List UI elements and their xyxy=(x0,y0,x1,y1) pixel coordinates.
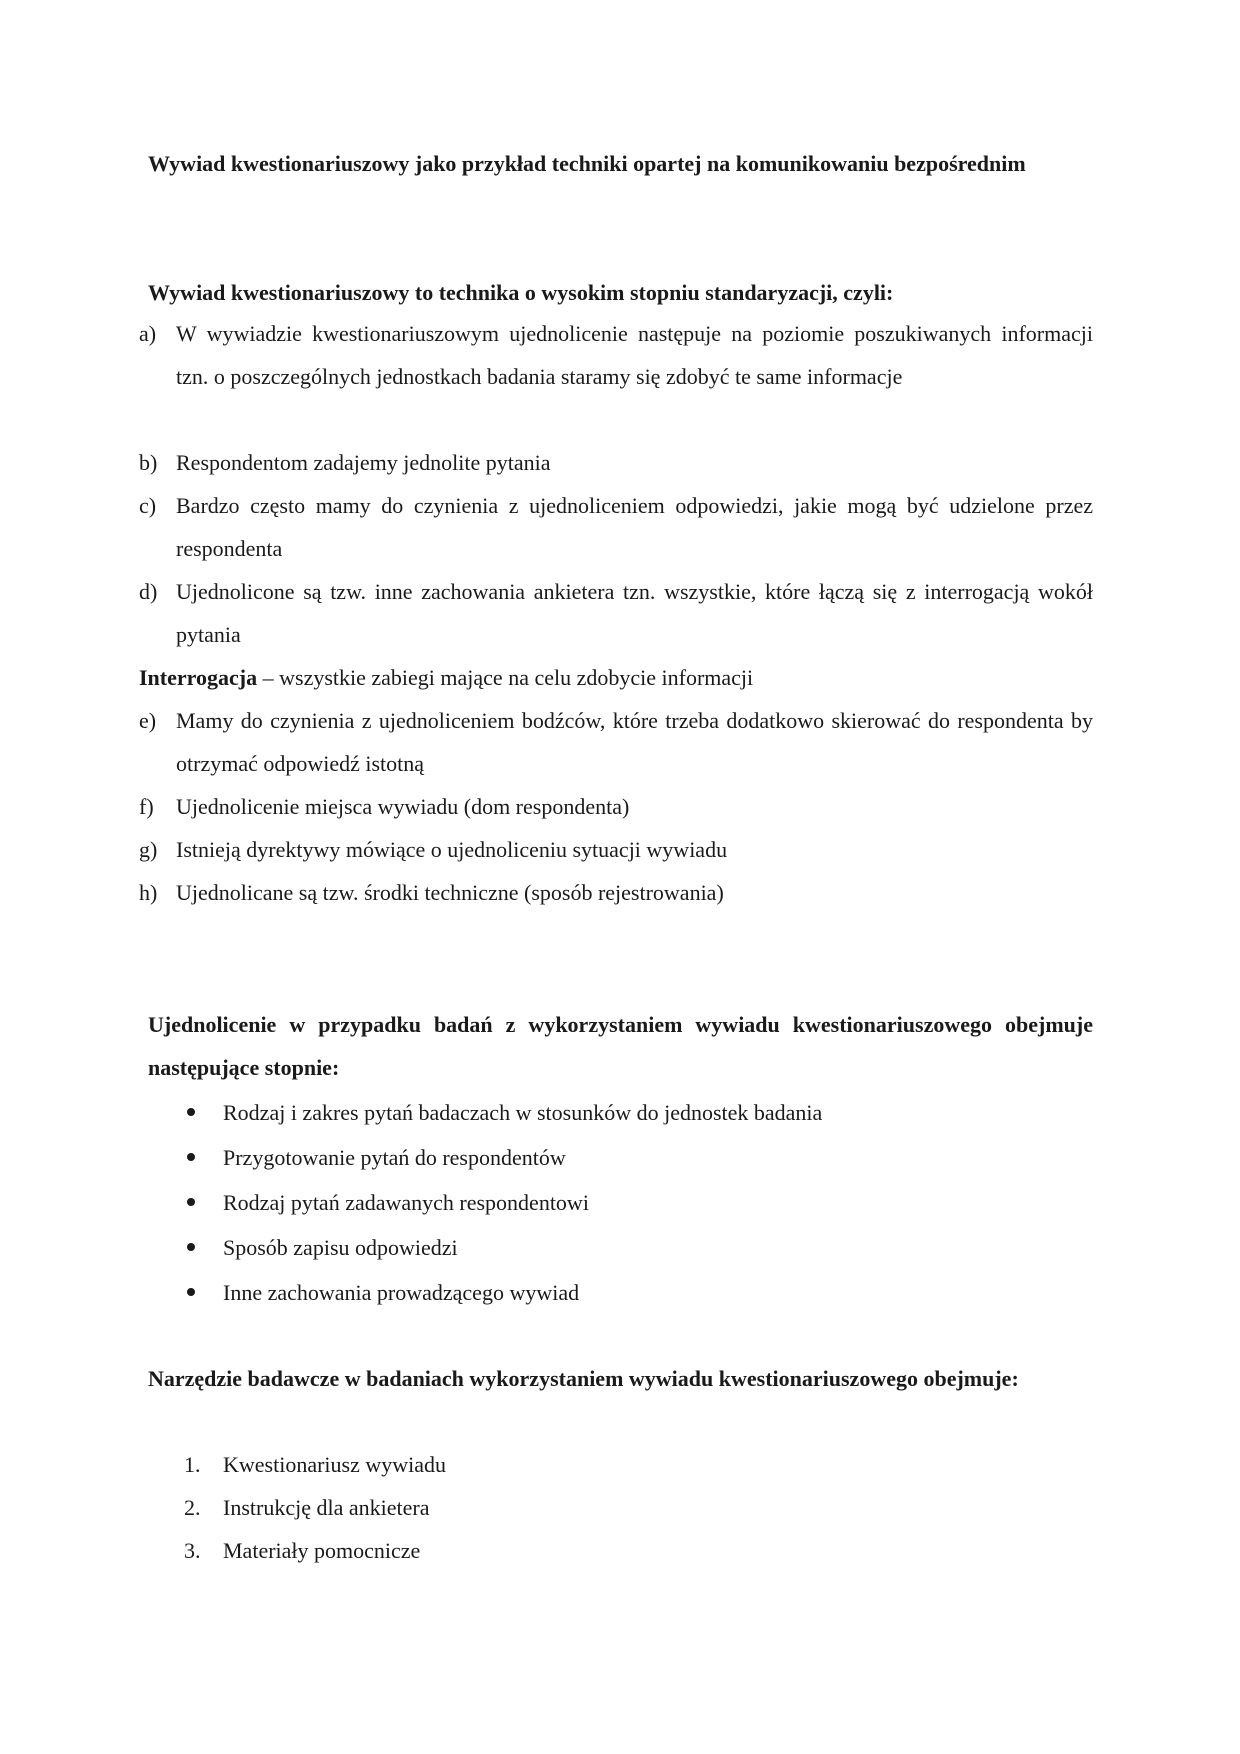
bullet-text: Przygotowanie pytań do respondentów xyxy=(223,1145,566,1170)
list-item-text: Bardzo często mamy do czynienia z ujednoliceniem odpowiedzi, jakie mogą być udzielone przez respondenta xyxy=(176,493,1093,561)
number-marker: 2. xyxy=(184,1495,201,1520)
list-marker: g) xyxy=(139,837,158,862)
bullet-icon xyxy=(187,1243,195,1251)
bullet-icon xyxy=(187,1288,195,1296)
bullet-text: Sposób zapisu odpowiedzi xyxy=(223,1235,458,1260)
list-marker: e) xyxy=(139,708,157,733)
bullet-icon xyxy=(187,1198,195,1206)
list-marker: a) xyxy=(139,321,157,346)
numbered-text: Kwestionariusz wywiadu xyxy=(223,1452,447,1477)
definition-line xyxy=(139,656,1093,699)
list-item-text: Ujednolicane są tzw. środki techniczne (sposób rejestrowania) xyxy=(176,880,724,905)
list-marker: f) xyxy=(139,794,154,819)
bullet-text: Rodzaj i zakres pytań badaczach w stosunków do jednostek badania xyxy=(223,1100,823,1125)
definition-text: – wszystkie zabiegi mające na celu zdobycie informacji xyxy=(257,665,754,690)
definition-term: Interrogacja xyxy=(139,665,258,690)
list-marker: c) xyxy=(139,493,157,518)
bullet-text: Inne zachowania prowadzącego wywiad xyxy=(223,1280,580,1305)
heading-unification: Ujednolicenie w przypadku badań z wykorzystaniem wywiadu kwestionariuszowego obejmuje następujące stopnie: xyxy=(148,1012,1093,1080)
list-item-text: W wywiadzie kwestionariuszowym ujednolicenie następuje na poziomie poszukiwanych informacji tzn. o poszczególnych jednostkach badania staramy się zdobyć te same informacje xyxy=(176,321,1093,389)
heading-main: Wywiad kwestionariuszowy jako przykład techniki opartej na komunikowaniu bezpośrednim xyxy=(148,151,1026,176)
list-item-text: Ujednolicone są tzw. inne zachowania ankietera tzn. wszystkie, które łączą się z interrogacją wokół pytania xyxy=(176,579,1093,647)
list-item-text: Istnieją dyrektywy mówiące o ujednoliceniu sytuacji wywiadu xyxy=(176,837,728,862)
heading-standardization: Wywiad kwestionariuszowy to technika o wysokim stopniu standaryzacji, czyli: xyxy=(148,280,894,305)
list-marker: d) xyxy=(139,579,158,604)
list-item-text: Ujednolicenie miejsca wywiadu (dom respondenta) xyxy=(176,794,630,819)
list-marker: h) xyxy=(139,880,158,905)
numbered-text: Instrukcję dla ankietera xyxy=(223,1495,430,1520)
heading-research-tool: Narzędzie badawcze w badaniach wykorzystaniem wywiadu kwestionariuszowego obejmuje: xyxy=(148,1366,1019,1391)
list-item-text: Respondentom zadajemy jednolite pytania xyxy=(176,450,551,475)
list-item-text: Mamy do czynienia z ujednoliceniem bodźców, które trzeba dodatkowo skierować do respondenta by otrzymać odpowiedź istotną xyxy=(176,708,1093,776)
number-marker: 3. xyxy=(184,1538,201,1563)
bullet-text: Rodzaj pytań zadawanych respondentowi xyxy=(223,1190,589,1215)
number-marker: 1. xyxy=(184,1452,201,1477)
list-marker: b) xyxy=(139,450,158,475)
bullet-icon xyxy=(187,1153,195,1161)
numbered-text: Materiały pomocnicze xyxy=(223,1538,421,1563)
bullet-icon xyxy=(187,1108,195,1116)
